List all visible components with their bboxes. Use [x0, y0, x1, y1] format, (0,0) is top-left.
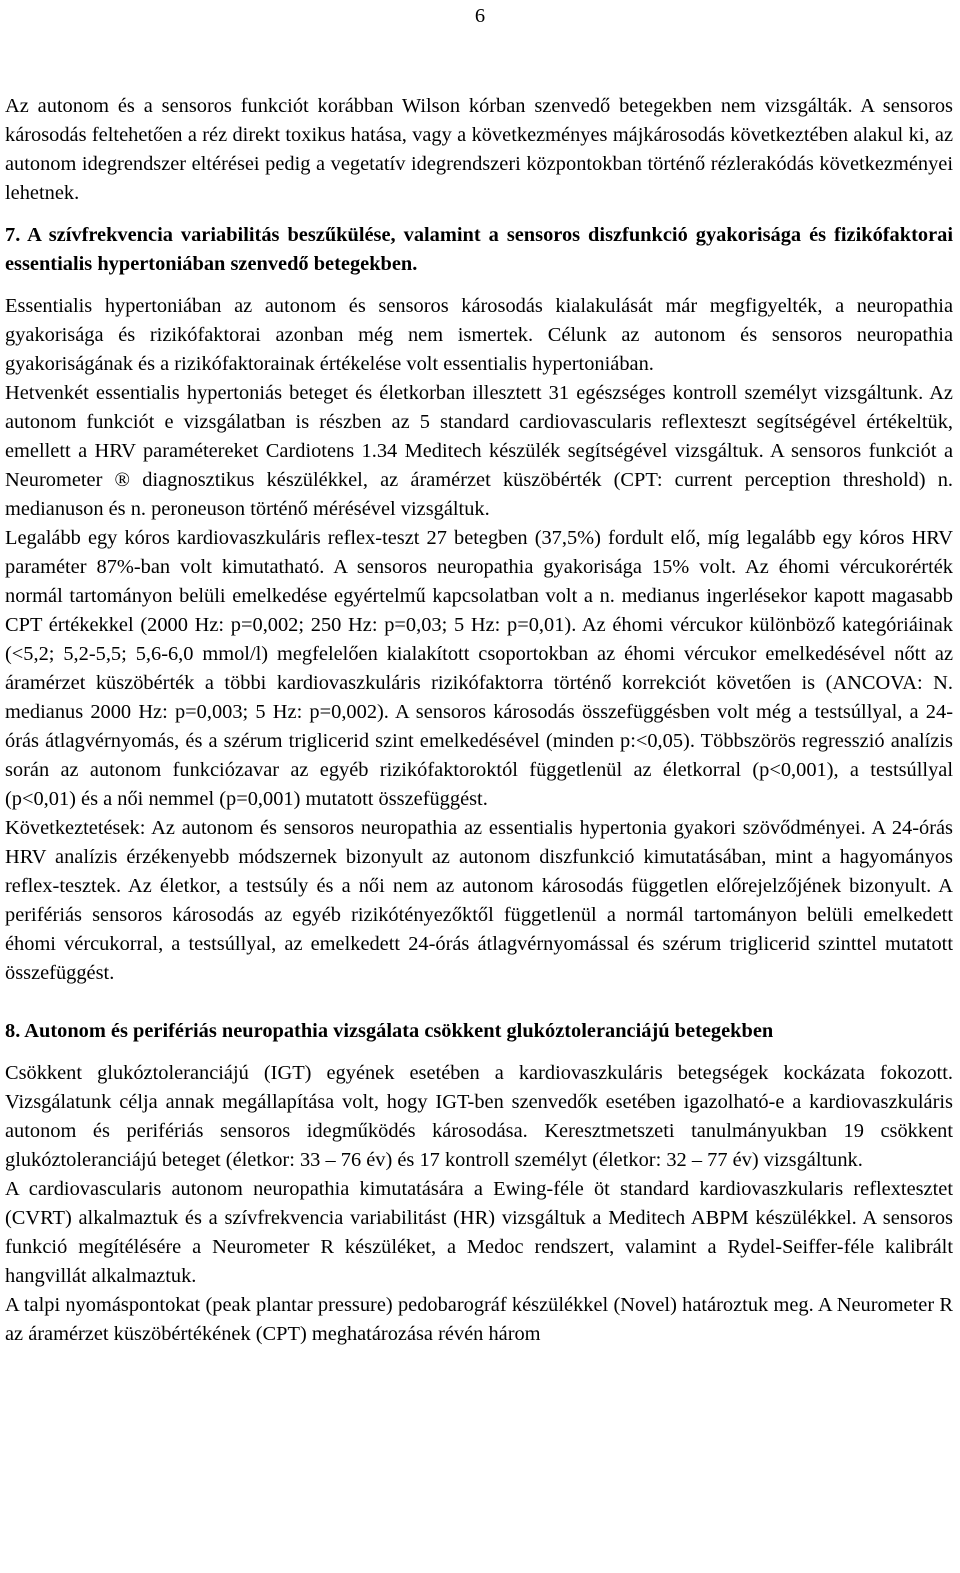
spacer — [5, 279, 953, 292]
paragraph-hypertonia-intro: Essentialis hypertoniában az autonom és sensoros károsodás kialakulását már megfigyelték, a neuropathia gyakorisága és rizikófaktorai azonban még nem ismertek. Célunk az autonom és sensoros neuropathia gyakoriságának és a rizikófaktorainak értékelése volt essentialis hypertoniában. — [5, 295, 953, 375]
spacer — [5, 1046, 953, 1059]
paragraph-igt-intro: Csökkent glukóztoleranciájú (IGT) egyének esetében a kardiovaszkuláris betegségek kockázata fokozott. Vizsgálatunk célja annak megállapítása volt, hogy IGT-ben szenvedők esetében igazolható-e a kardiovaszkuláris autonom és perifériás sensoros idegműködés károsodása. Keresztmetszeti tanulmányukban 19 csökkent glukóztoleranciájú beteget (életkor: 33 – 76 év) és 17 kontroll személyt (életkor: 32 – 77 év) vizsgáltunk. — [5, 1062, 953, 1171]
paragraph-hypertonia-conclusions: Következtetések: Az autonom és sensoros neuropathia az essentialis hypertonia gyakori szövődményei. A 24-órás HRV analízis érzékenyebb módszernek bizonyult az autonom diszfunkció kimutatásában, mint a hagyományos reflex-tesztek. Az életkor, a testsúly és a női nem az autonom károsodás független előrejelzőjének bizonyult. A perifériás sensoros károsodás az egyéb rizikótényezőktől függetlenül a normál tartományon belüli emelkedett éhomi vércukorral, a testsúllyal, az emelkedett 24-órás átlagvérnyomással és szérum triglicerid szinttel mutatott összefüggést. — [5, 817, 953, 984]
spacer — [5, 988, 953, 1017]
paragraph-wilson: Az autonom és a sensoros funkciót korábban Wilson kórban szenvedő betegekben nem vizsgálták. A sensoros károsodás feltehetően a réz direkt toxikus hatása, vagy a következményes májkárosodás következtében alakul ki, az autonom idegrendszer eltérései pedig a vegetatív idegrendszeri központokban történő rézlerakódás következményei lehetnek. — [5, 95, 953, 204]
section-heading-8: 8. Autonom és perifériás neuropathia vizsgálata csökkent glukóztoleranciájú betegekben — [5, 1020, 774, 1042]
paragraph-igt-methods: A cardiovascularis autonom neuropathia kimutatására a Ewing-féle öt standard kardiovaszkularis reflextesztet (CVRT) alkalmaztuk és a szívfrekvencia variabilitást (HR) vizsgáltuk a Meditech ABPM készülékkel. A sensoros funkció megítélésére a Neurometer R készüléket, a Medoc rendszert, valamint a Rydel-Seiffer-féle kalibrált hangvillát alkalmaztuk. — [5, 1178, 953, 1287]
paragraph-hypertonia-methods: Hetvenkét essentialis hypertoniás beteget és életkorban illesztett 31 egészséges kontroll személyt vizsgáltunk. Az autonom funkciót e vizsgálatban is részben az 5 standard cardiovascularis reflexteszt segítségével értékeltük, emellett a HRV paramétereket Cardiotens 1.34 Meditech készülék segítségével vizsgáltuk. A sensoros funkciót a Neurometer ® diagnosztikus készülékkel, az áramérzet küszöbérték (CPT: current perception threshold) n. medianuson és n. peroneuson történő mérésével vizsgáltuk. — [5, 382, 953, 520]
document-body — [5, 92, 953, 1349]
paragraph-hypertonia-results: Legalább egy kóros kardiovaszkuláris reflex-teszt 27 betegben (37,5%) fordult elő, míg legalább egy kóros HRV paraméter 87%-ban volt kimutatható. A sensoros neuropathia gyakorisága 15% volt. Az éhomi vércukorérték normál tartományon belüli emelkedése egyértelmű kapcsolatban volt a n. medianus ingerlésekor kapott magasabb CPT értékekkel (2000 Hz: p=0,002; 250 Hz: p=0,03; 5 Hz: p=0,01). Az éhomi vércukor különböző kategóriáinak (<5,2; 5,2-5,5; 5,6-6,0 mmol/l) megfelelően kialakított csoportokban az éhomi vércukor emelkedésével nőtt az áramérzet küszöbérték a többi kardiovaszkuláris rizikófaktorra történő korrekciót követően is (ANCOVA: N. medianus 2000 Hz: p=0,003; 5 Hz: p=0,002). A sensoros károsodás összefüggésben volt még a testsúllyal, a 24-órás átlagvérnyomás, és a szérum triglicerid szint emelkedésével (minden p:<0,05). Többszörös regresszió analízis során az autonom funkciózavar az egyéb rizikófaktoroktól függetlenül az életkorral (p<0,001), a testsúllyal (p<0,01) és a női nemmel (p=0,001) mutatott összefüggést. — [5, 527, 953, 810]
spacer — [5, 208, 953, 221]
page-number: 6 — [474, 5, 486, 27]
paragraph-igt-pressure: A talpi nyomáspontokat (peak plantar pressure) pedobarográf készülékkel (Novel) határoztuk meg. A Neurometer R az áramérzet küszöbértékének (CPT) meghatározása révén három — [5, 1294, 953, 1345]
section-heading-7: 7. A szívfrekvencia variabilitás beszűkülése, valamint a sensoros diszfunkció gyakorisága és fizikófaktorai essentialis hypertoniában szenvedő betegekben. — [5, 224, 953, 275]
